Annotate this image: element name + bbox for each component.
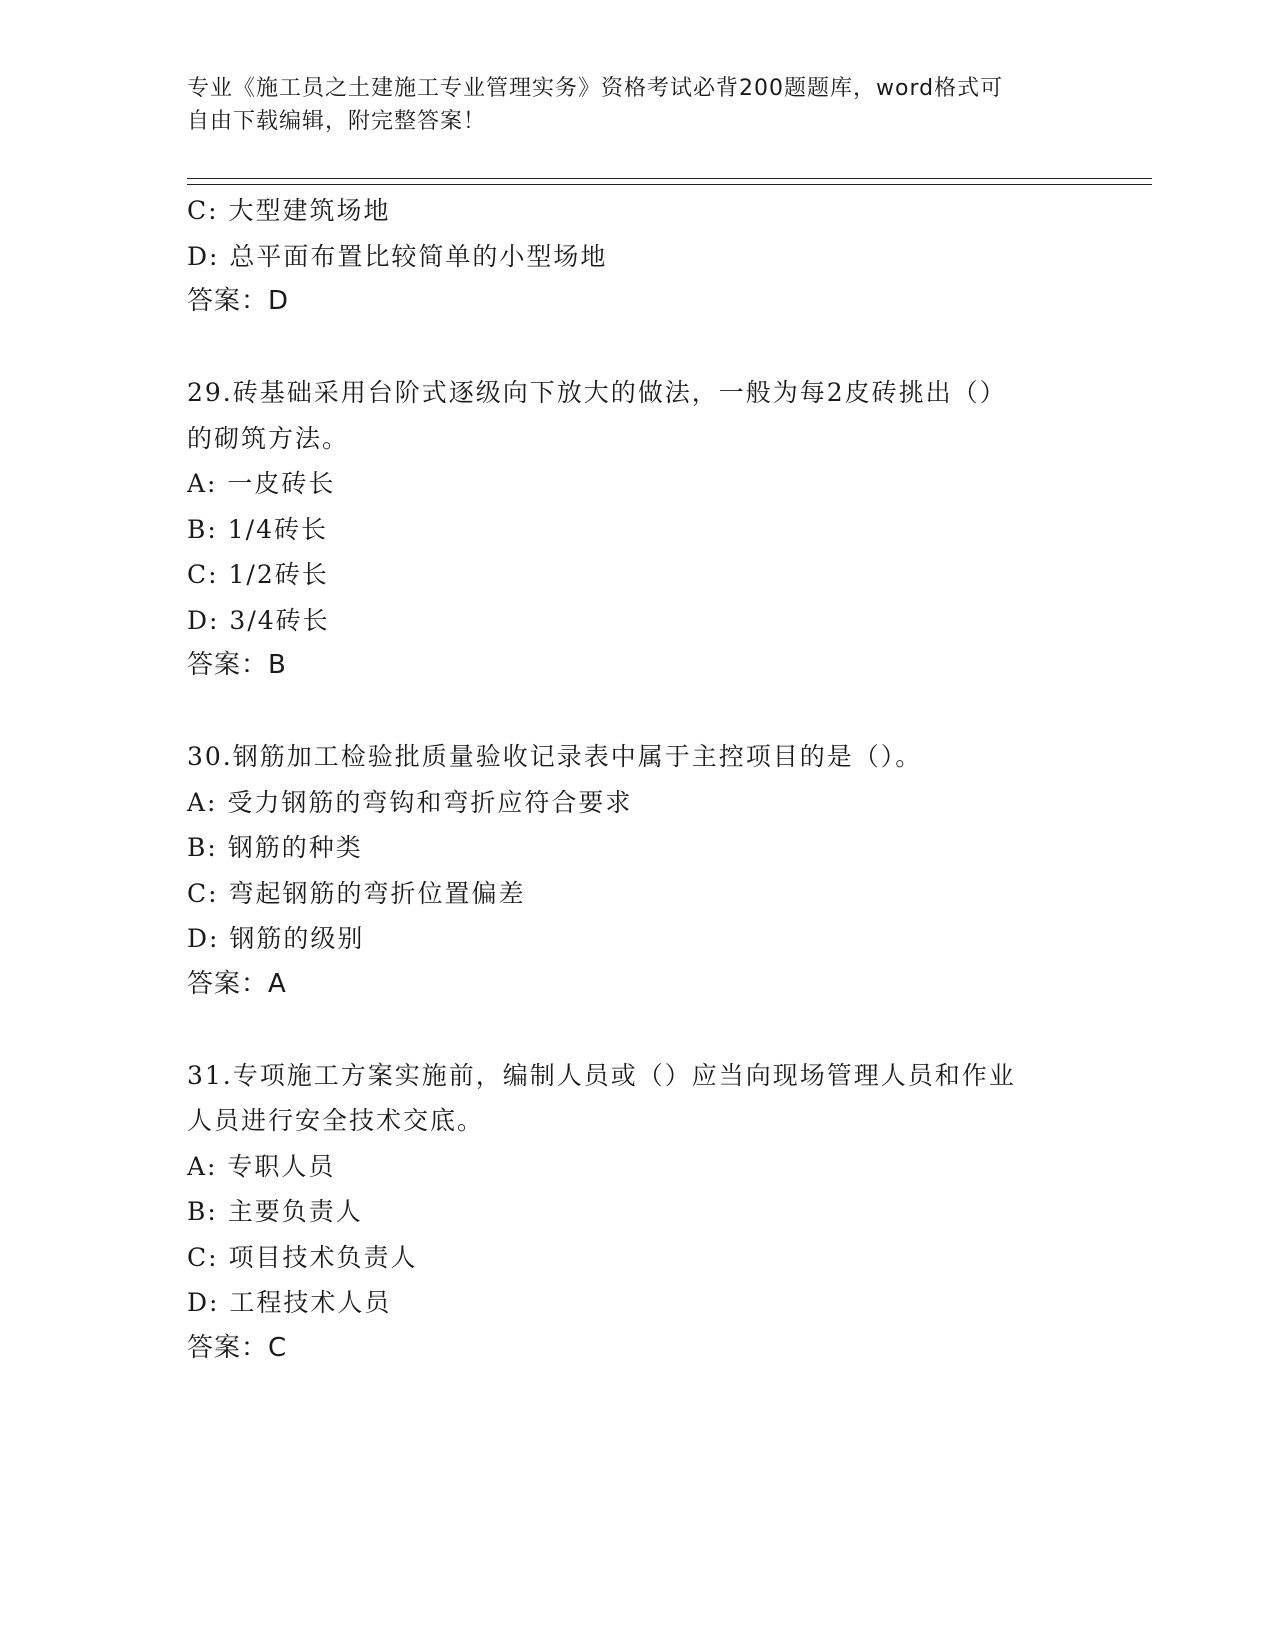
question-stem-continued: 人员进行安全技术交底。 (187, 1106, 485, 1135)
question-stem-continued: 的砌筑方法。 (187, 423, 350, 453)
answer-line: 答案：C (187, 1332, 288, 1363)
option-d: D: 3/4砖长 (187, 605, 330, 635)
document-body (187, 188, 1087, 1371)
question-block-28 (187, 188, 1087, 325)
spacer (187, 689, 1087, 735)
option-d: D: 总平面布置比较简单的小型场地 (187, 241, 608, 271)
question-stem: 29.砖基础采用台阶式逐级向下放大的做法，一般为每2皮砖挑出（） (187, 378, 1007, 407)
question-block-31 (187, 1053, 1087, 1372)
question-stem: 30.钢筋加工检验批质量验收记录表中属于主控项目的是（）。 (187, 742, 923, 771)
option-b: B: 1/4砖长 (187, 514, 328, 544)
question-stem: 31.专项施工方案实施前，编制人员或（）应当向现场管理人员和作业 (187, 1060, 1016, 1090)
option-b: B: 钢筋的种类 (187, 833, 363, 862)
option-c: C: 项目技术负责人 (187, 1242, 418, 1272)
option-c: C: 1/2砖长 (187, 560, 329, 589)
option-d: D: 工程技术人员 (187, 1288, 392, 1317)
question-block-30 (187, 734, 1087, 1007)
answer-line: 答案：B (187, 650, 287, 680)
option-c: C: 大型建筑场地 (187, 196, 391, 225)
option-d: D: 钢筋的级别 (187, 924, 365, 953)
document-header (187, 72, 1087, 138)
option-c: C: 弯起钢筋的弯折位置偏差 (187, 878, 526, 908)
option-a: A: 一皮砖长 (187, 469, 336, 498)
spacer (187, 1007, 1087, 1053)
option-a: A: 专职人员 (187, 1151, 336, 1181)
header-line-2: 自由下载编辑，附完整答案！ (187, 109, 487, 134)
header-divider-bottom (187, 184, 1152, 185)
option-b: B: 主要负责人 (187, 1197, 363, 1226)
answer-line: 答案：D (187, 286, 290, 316)
answer-line: 答案：A (187, 968, 287, 999)
spacer (187, 325, 1087, 371)
question-block-29 (187, 370, 1087, 689)
header-line-1: 专业《施工员之土建施工专业管理实务》资格考试必背200题题库，word格式可 (187, 76, 1004, 101)
header-divider-top (187, 178, 1152, 179)
option-a: A: 受力钢筋的弯钩和弯折应符合要求 (187, 787, 633, 817)
